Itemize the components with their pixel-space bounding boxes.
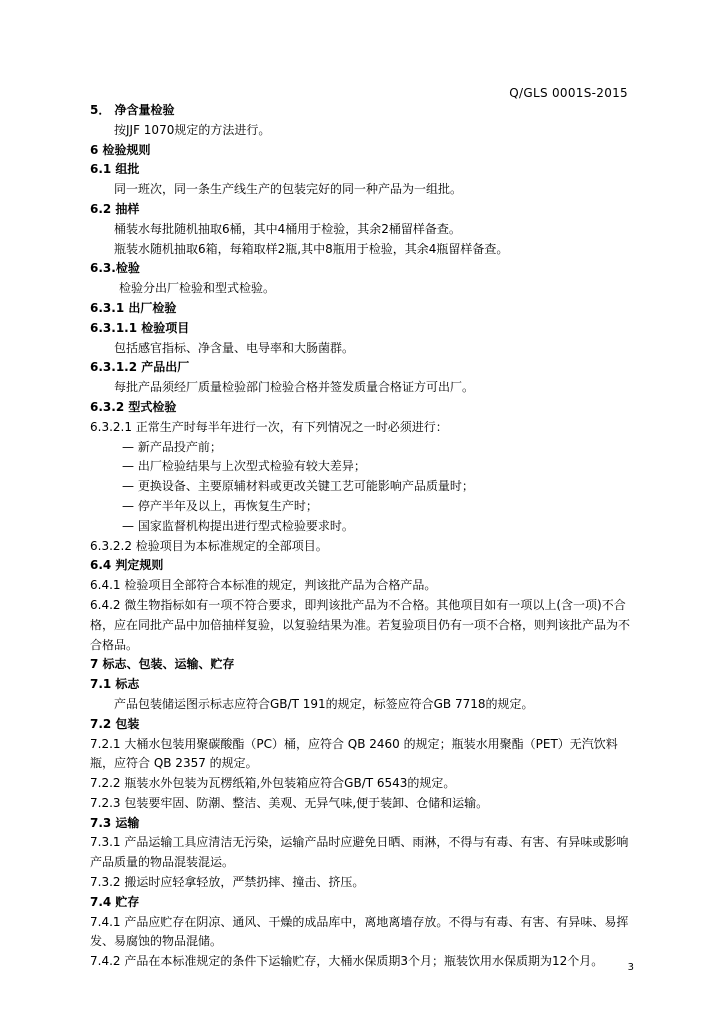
section-7-2-2-text: 7.2.2 瓶装水外包装为瓦楞纸箱,外包装箱应符合GB/T 6543的规定。 <box>90 776 456 791</box>
section-6-3-1-1-text: 包括感官指标、净含量、电导率和大肠菌群。 <box>114 340 355 355</box>
section-6-3-1-2-title: 6.3.1.2 产品出厂 <box>90 360 190 375</box>
section-7-3-1-text: 7.3.1 产品运输工具应清洁无污染，运输产品时应避免日晒、雨淋，不得与有毒、有害、有异味或影响产品质量的物品混装混运。 <box>90 835 629 870</box>
section-7-2-3-text: 7.2.3 包装要牢固、防潮、整洁、美观、无异气味,便于装卸、仓储和运输。 <box>90 795 489 810</box>
section-6-3-2-2-text: 6.3.2.2 检验项目为本标准规定的全部项目。 <box>90 538 328 553</box>
document-body <box>90 101 640 972</box>
section-7-1-title: 7.1 标志 <box>90 677 140 692</box>
section-6-4-1-text: 6.4.1 检验项目全部符合本标准的规定，判该批产品为合格产品。 <box>90 578 437 593</box>
section-6-4-2-text: 6.4.2 微生物指标如有一项不符合要求，即判该批产品为不合格。其他项目如有一项以上(含一项)不合格，应在同批产品中加倍抽样复验，以复验结果为准。若复验项目仍有一项不合格，则判该批产品为不合格品。 <box>90 597 631 652</box>
section-7-2-title: 7.2 包装 <box>90 716 140 731</box>
section-7-1-text: 产品包装储运图示标志应符合GB/T 191的规定，标签应符合GB 7718的规定。 <box>114 696 534 711</box>
section-5-text: 按JJF 1070规定的方法进行。 <box>114 122 271 137</box>
dash-item: — 出厂检验结果与上次型式检验有较大差异； <box>122 459 366 474</box>
section-6-3-1-title: 6.3.1 出厂检验 <box>90 300 177 315</box>
section-6-3-1-1-title: 6.3.1.1 检验项目 <box>90 320 190 335</box>
section-6-2-text-1: 桶装水每批随机抽取6桶，其中4桶用于检验，其余2桶留样备查。 <box>114 221 461 236</box>
section-6-3-1-2-text: 每批产品须经厂质量检验部门检验合格并签发质量合格证方可出厂。 <box>114 380 475 395</box>
section-7-2-1-text: 7.2.1 大桶水包装用聚碳酸酯（PC）桶，应符合 QB 2460 的规定；瓶装水用聚酯（PET）无汽饮料瓶，应符合 QB 2357 的规定。 <box>90 736 618 771</box>
section-7-3-title: 7.3 运输 <box>90 815 140 830</box>
section-7-4-title: 7.4 贮存 <box>90 894 140 909</box>
section-6-title: 6 检验规则 <box>90 142 151 157</box>
dash-item: — 停产半年及以上，再恢复生产时； <box>122 498 318 513</box>
section-6-4-title: 6.4 判定规则 <box>90 558 164 573</box>
section-6-3-title: 6.3.检验 <box>90 261 140 276</box>
section-6-2-title: 6.2 抽样 <box>90 201 140 216</box>
section-7-4-2-text: 7.4.2 产品在本标准规定的条件下运输贮存，大桶水保质期3个月；瓶装饮用水保质期为12个月。 <box>90 954 604 969</box>
page-number: 3 <box>627 962 634 973</box>
section-6-2-text-2: 瓶装水随机抽取6箱，每箱取样2瓶,其中8瓶用于检验，其余4瓶留样备查。 <box>114 241 509 256</box>
section-7-3-2-text: 7.3.2 搬运时应轻拿轻放，严禁扔摔、撞击、挤压。 <box>90 875 365 890</box>
dash-item: — 更换设备、主要原辅材料或更改关键工艺可能影响产品质量时； <box>122 479 474 494</box>
section-6-3-2-title: 6.3.2 型式检验 <box>90 399 177 414</box>
section-6-1-title: 6.1 组批 <box>90 162 140 177</box>
dash-item: — 新产品投产前； <box>122 439 222 454</box>
section-6-1-text: 同一班次，同一条生产线生产的包装完好的同一种产品为一组批。 <box>114 182 463 197</box>
section-7-4-1-text: 7.4.1 产品应贮存在阴凉、通风、干燥的成品库中，离地离墙存放。不得与有毒、有害、有异味、易挥发、易腐蚀的物品混储。 <box>90 914 629 949</box>
section-6-3-2-1-text: 6.3.2.1 正常生产时每半年进行一次，有下列情况之一时必须进行： <box>90 419 448 434</box>
document-code: Q/GLS 0001S-2015 <box>509 86 628 100</box>
section-5-title: 5． 净含量检验 <box>90 103 175 117</box>
section-7-title: 7 标志、包装、运输、贮存 <box>90 657 235 672</box>
section-6-3-text: 检验分出厂检验和型式检验。 <box>119 281 276 296</box>
dash-item: — 国家监督机构提出进行型式检验要求时。 <box>122 518 354 533</box>
